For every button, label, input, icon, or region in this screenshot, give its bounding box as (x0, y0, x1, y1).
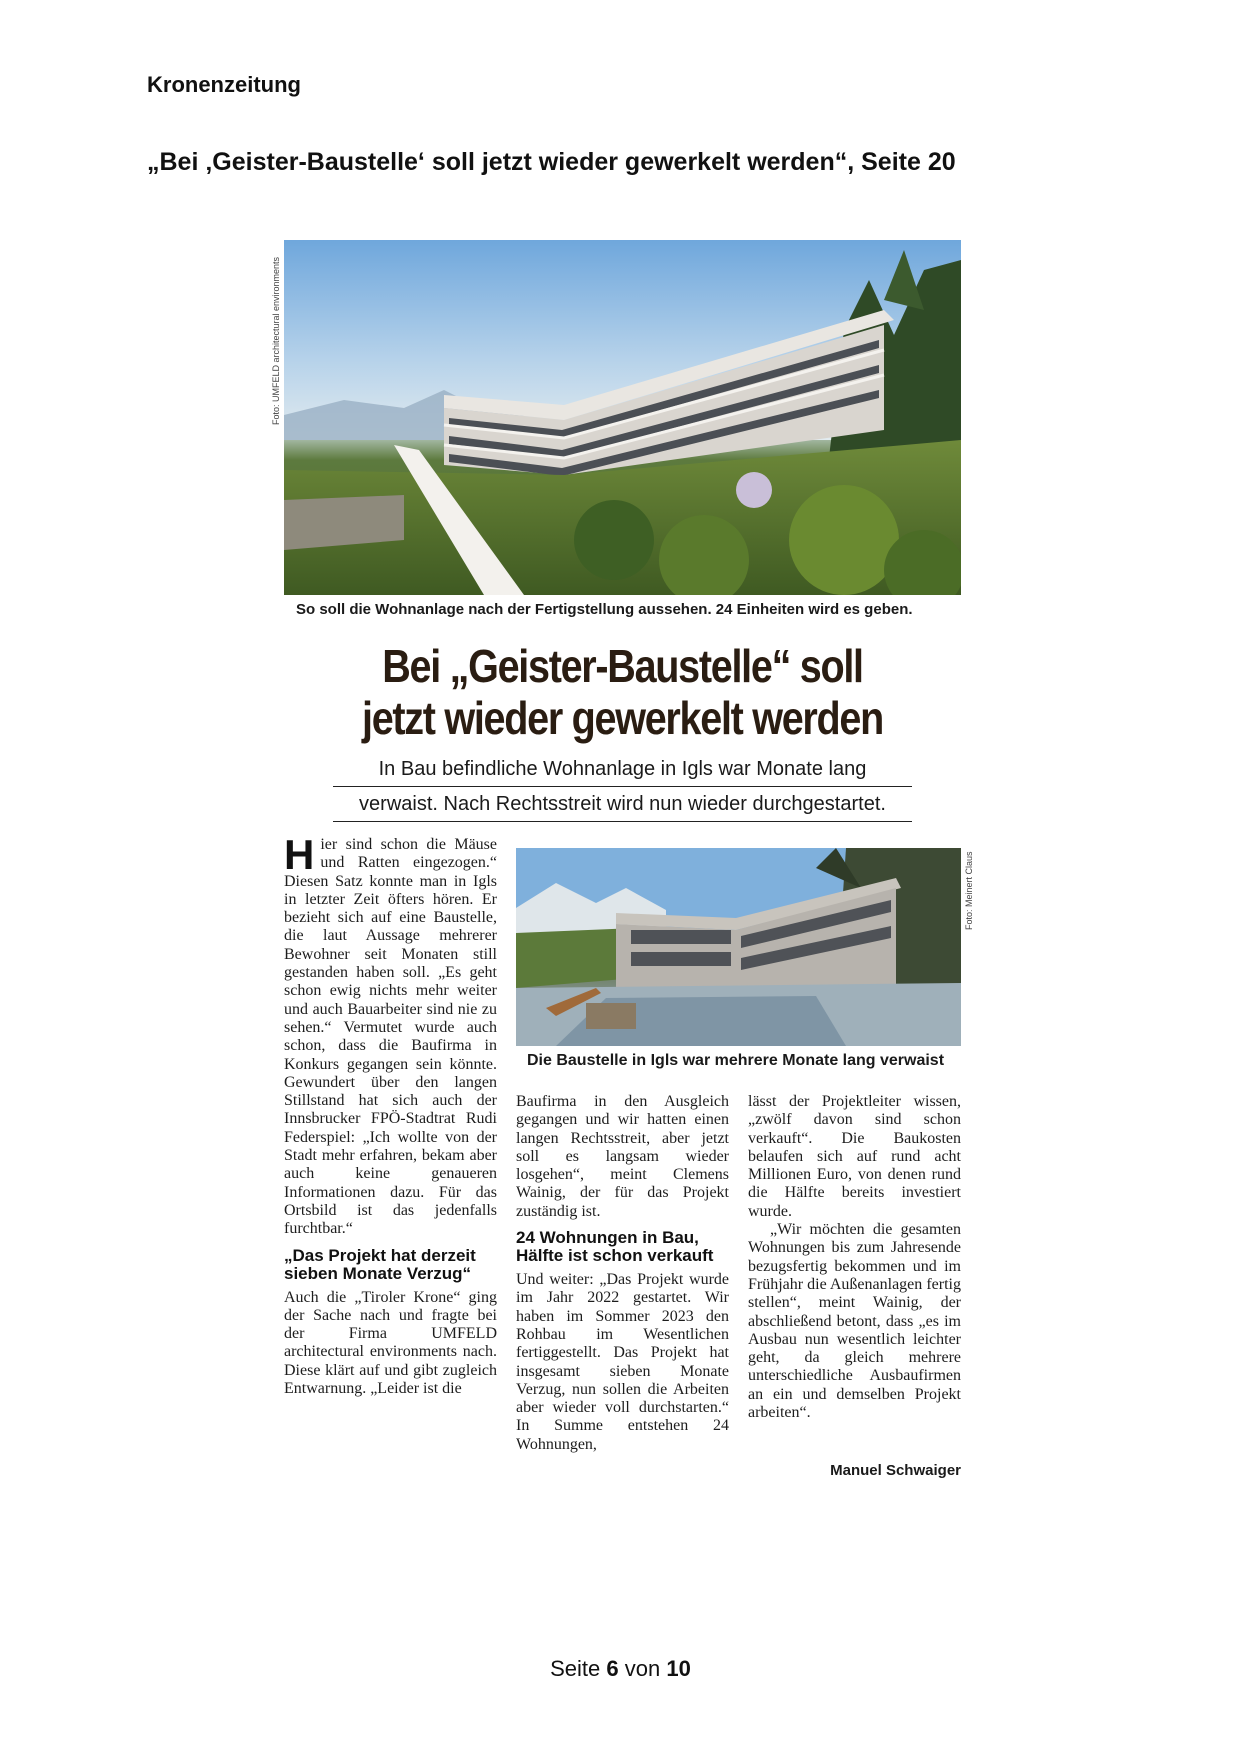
footer-prefix: Seite (550, 1656, 601, 1681)
footer-page-total: 10 (666, 1656, 691, 1681)
document-title: „Bei ‚Geister-Baustelle‘ soll jetzt wieder gewerkelt werden“, Seite 20 (147, 148, 956, 176)
construction-photo-caption: Die Baustelle in Igls war mehrere Monate lang verwaist (527, 1052, 945, 1069)
article-column-1 (284, 831, 497, 1398)
col1-paragraph-1: ier sind schon die Mäuse und Ratten eingezogen.“ Diesen Satz konnte man in Igls in letzter Zeit öfters hören. Er bezieht sich auf eine Baustelle, die laut Aussage mehrerer Bewohner seit Monaten still gestanden haben soll. „Es geht schon ewig nichts mehr weiter und auch Bauarbeiter sind nie zu sehen.“ Vermutet wurde auch schon, dass die Baufirma in Konkurs gegangen sein könnte. Gewundert über den langen Stillstand hat sich auch der Innsbrucker FPÖ-Stadtrat Rudi Federspiel: „Ich wollte von der Stadt mehr erfahren, bekam aber auch keine genaueren Informationen dazu. Für das Ortsbild ist das jedenfalls furchtbar.“ (284, 836, 497, 1238)
construction-photo (516, 848, 961, 1046)
article-column-2 (516, 1093, 729, 1454)
dropcap: H (284, 831, 315, 878)
headline-line-1: Bei „Geister-Baustelle“ soll (382, 640, 863, 692)
document-source: Kronenzeitung (147, 72, 301, 97)
col1-subheading: „Das Projekt hat derzeit sieben Monate Verzug“ (284, 1245, 476, 1283)
col2-paragraph-2: Und weiter: „Das Projekt wurde im Jahr 2022 gestartet. Wir haben im Sommer 2023 den Rohbau im Wesentlichen fertiggestellt. Das Projekt hat insgesamt sieben Monate Verzug, nun sollen die Arbeiten aber wieder voll durchstarten.“ In Summe entstehen 24 Wohnungen, (516, 1271, 729, 1453)
col3-paragraph-2: „Wir möchten die gesamten Wohnungen bis zum Jahresende bezugsfertig bekommen und im Frühjahr die Außenanlagen fertig stellen“, meint Wainig, der abschließend betont, dass „es im Ausbau nun wesentlich leichter geht, da gleich mehrere unterschiedliche Ausbaufirmen an ein und demselben Projekt arbeiten“. (748, 1221, 961, 1422)
page-footer (0, 1656, 1241, 1682)
main-photo-caption: So soll die Wohnanlage nach der Fertigstellung aussehen. 24 Einheiten wird es geben. (296, 601, 913, 618)
footer-middle: von (624, 1656, 661, 1681)
article-column-3 (748, 1093, 961, 1422)
photo-credit-site: Foto: Meinert Claus (964, 851, 974, 930)
construction-site-image (516, 848, 961, 1046)
article-subhead (333, 752, 912, 822)
col1-paragraph-2: Auch die „Tiroler Krone“ ging der Sache nach und fragte bei der Firma UMFELD architectural environments nach. Diese klärt auf und gibt zugleich Entwarnung. „Leider ist die (284, 1288, 497, 1398)
photo-credit-main: Foto: UMFELD architectural environments (271, 256, 281, 425)
residential-complex-rendering (284, 240, 961, 595)
headline-line-2: jetzt wieder gewerkelt werden (361, 692, 883, 744)
subhead-line-1: In Bau befindliche Wohnanlage in Igls war Monate lang (333, 752, 912, 787)
footer-page-number: 6 (606, 1656, 619, 1681)
subhead-line-2: verwaist. Nach Rechtsstreit wird nun wieder durchgestartet. (333, 787, 912, 822)
article-headline (331, 640, 913, 744)
main-photo (284, 240, 961, 595)
col2-paragraph-1: Baufirma in den Ausgleich gegangen und wir hatten einen langen Rechtsstreit, aber jetzt soll es langsam wieder losgehen“, meint Clemens Wainig, der für das Projekt zuständig ist. (516, 1093, 729, 1220)
col2-subheading: 24 Wohnungen in Bau, Hälfte ist schon verkauft (516, 1228, 714, 1266)
col3-paragraph-1: lässt der Projektleiter wissen, „zwölf davon sind schon verkauft“. Die Baukosten belaufen sich auf rund acht Millionen Euro, von denen rund die Hälfte bereits investiert wurde. (748, 1093, 961, 1220)
author-byline: Manuel Schwaiger (830, 1462, 961, 1479)
